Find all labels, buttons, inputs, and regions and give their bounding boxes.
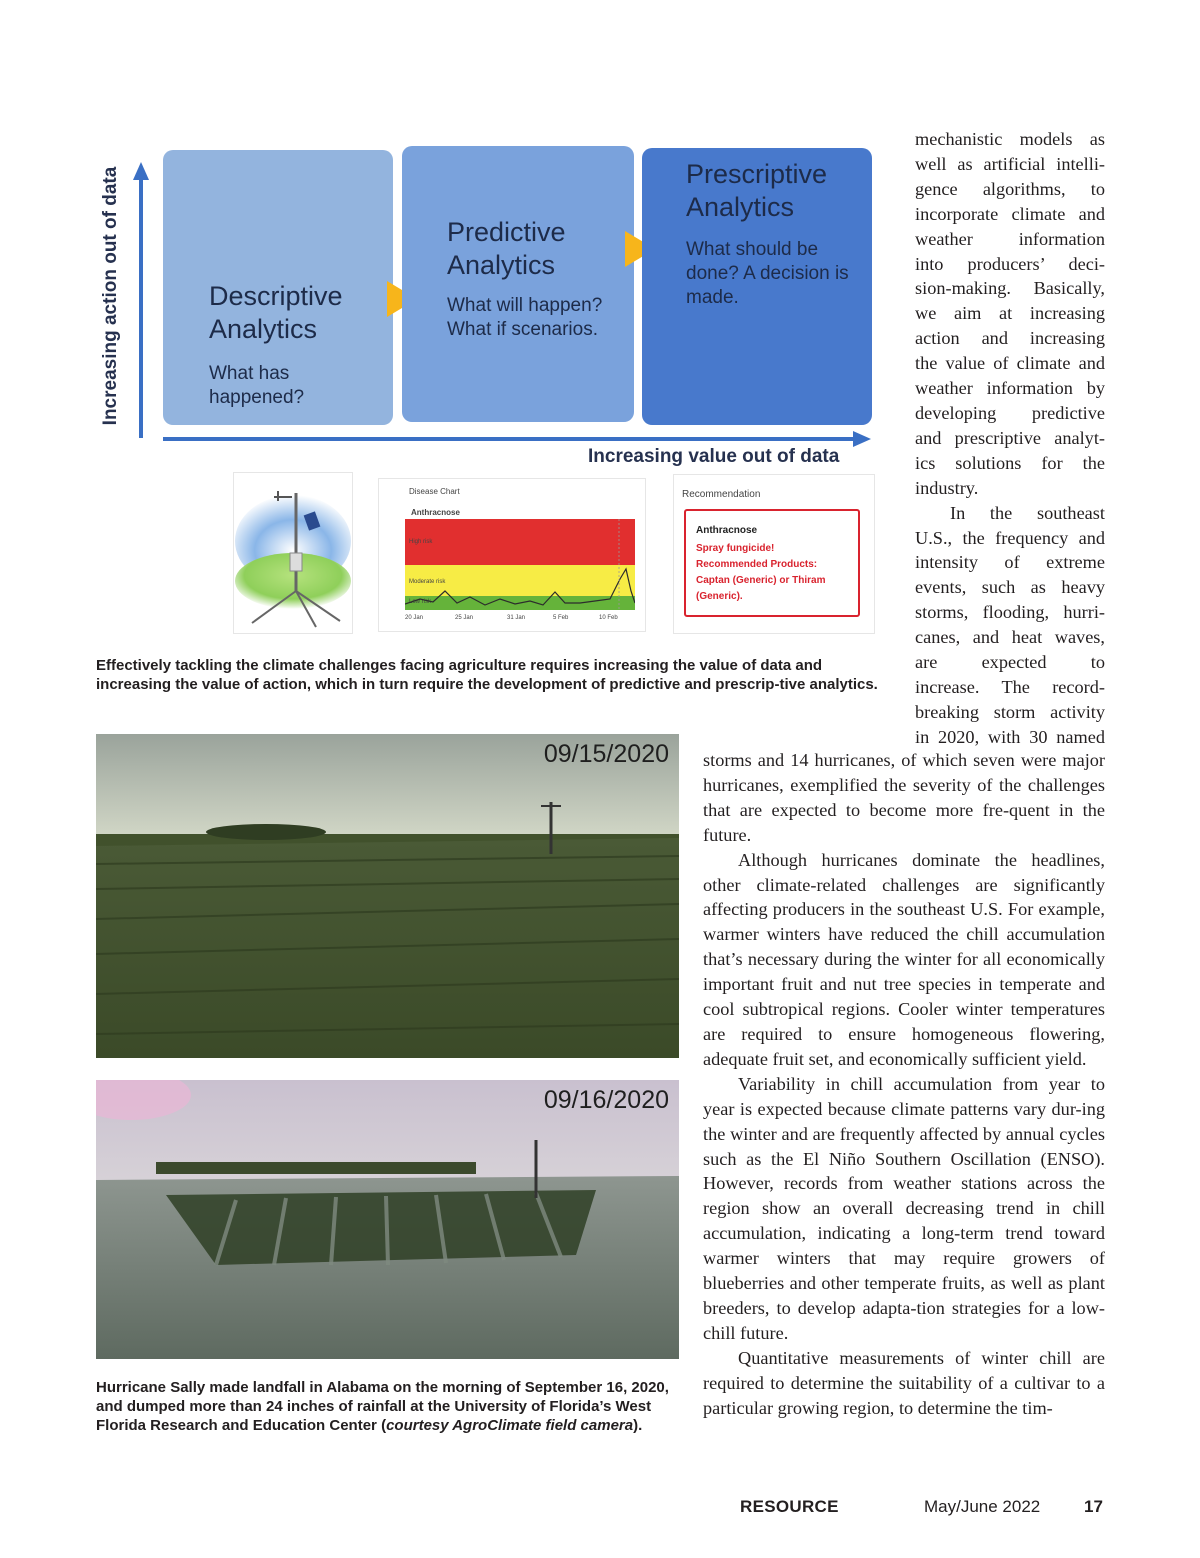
stage-title-line: Prescriptive — [686, 159, 828, 189]
x-tick: 25 Jan — [455, 615, 474, 621]
text-line: the value of climate and — [915, 353, 1105, 374]
photo-caption — [96, 1378, 686, 1435]
text-line: gence algorithms, to — [915, 178, 1105, 199]
text-line: mechanistic models as — [915, 129, 1105, 149]
disease-chart-panel — [378, 478, 646, 632]
x-tick: 10 Feb — [599, 615, 618, 621]
figure1-caption: Effectively tackling the climate challenges facing agriculture requires increasing the value of data and increasing the value of action, which in turn require the development of predictive and prescrip-tive analytics. — [96, 657, 878, 693]
weather-station-panel — [233, 472, 353, 634]
page-number: 17 — [1084, 1497, 1103, 1516]
stage-sub-line: happened? — [209, 387, 305, 408]
wide-text-column — [703, 748, 1105, 1420]
weather-station-icon — [234, 473, 352, 633]
paragraph: Although hurricanes dominate the headlines, other climate-related challenges are significantly affecting producers in the southeast U.S. For example, warmer winters have reduced the chill accumulation that’s necessary during the winter for all economically important fruit and nut tree species in temperate and cool subtropical regions. Cooler winter temperatures are required to ensure homogeneous flowering, adequate fruit set, and economically sufficient yield. — [703, 849, 1105, 1069]
disease-chart-header: Disease Chart — [409, 487, 460, 496]
stage-title-line: Analytics — [209, 314, 318, 344]
paragraph: Quantitative measurements of winter chill are required to determine the suitability of a cultivar to a particular growing region, to determine the tim- — [703, 1347, 1105, 1418]
x-tick: 20 Jan — [405, 615, 424, 621]
photo-caption-text: Hurricane Sally made landfall in Alabama on the morning of September 16, 2020, and dumped more than 24 inches of rainfall at the University of Florida’s West Florida Research and Education Center ( — [96, 1379, 669, 1434]
predictive-analytics-box — [402, 146, 634, 422]
text-line: sion-making. Basically, — [915, 278, 1105, 299]
recommendation-box — [684, 509, 860, 617]
analytics-figure — [95, 140, 885, 640]
recommendation-disease: Anthracnose — [696, 525, 758, 536]
disease-chart-title: Anthracnose — [411, 508, 460, 517]
recommendation-line: Recommended Products: — [696, 559, 818, 570]
text-line: action and increasing — [915, 328, 1105, 349]
stage-sub-line: What has — [209, 363, 290, 384]
field-photo-before — [96, 734, 679, 1058]
text-line: increase. The record- — [915, 676, 1105, 697]
text-line: into producers’ deci- — [915, 253, 1105, 274]
text-line: well as artificial intelli- — [915, 153, 1105, 174]
text-line: In the southeast — [950, 502, 1105, 523]
risk-curve — [405, 519, 635, 611]
x-axis-label: Increasing value out of data — [588, 446, 840, 467]
stage-title-line: Descriptive — [209, 281, 343, 311]
x-tick: 31 Jan — [507, 615, 526, 621]
stage-sub-line: What will happen? — [447, 295, 603, 316]
stage-title-line: Analytics — [686, 192, 795, 222]
narrow-text-column — [915, 127, 1105, 750]
recommendation-line: Captan (Generic) or Thiram — [696, 575, 826, 586]
text-line: we aim at increasing — [915, 303, 1105, 324]
prescriptive-analytics-box — [642, 148, 872, 425]
zone-label: Low risk — [409, 599, 432, 605]
x-tick: 5 Feb — [553, 615, 569, 621]
photo-date-stamp: 09/15/2020 — [543, 740, 669, 768]
text-line: events, such as heavy — [915, 577, 1105, 598]
magazine-name: RESOURCE — [740, 1497, 839, 1516]
text-line: incorporate climate and — [915, 203, 1105, 224]
recommendation-header: Recommendation — [682, 489, 761, 500]
photo-caption-end: ). — [633, 1417, 643, 1434]
field-after-image — [96, 1080, 679, 1359]
zone-label: Moderate risk — [409, 579, 446, 585]
photo-date-stamp: 09/16/2020 — [543, 1086, 669, 1114]
text-line: weather information by — [915, 378, 1105, 399]
y-axis-label: Increasing action out of data — [100, 166, 121, 426]
recommendation-line: Spray fungicide! — [696, 543, 775, 554]
text-line: canes, and heat waves, — [915, 627, 1105, 648]
text-line: intensity of extreme — [915, 552, 1105, 573]
stage-sub-line: What if scenarios. — [447, 319, 598, 340]
paragraph: storms and 14 hurricanes, of which seven were major hurricanes, exemplified the severity of the challenges that are expected to become more fre-quent in the future. — [703, 750, 1105, 845]
text-line: and prescriptive analyt- — [915, 427, 1105, 448]
text-line: are expected to — [915, 652, 1105, 673]
stage-sub-line: done? A decision is — [686, 263, 849, 284]
text-line: weather information — [915, 228, 1105, 249]
zone-label: High risk — [409, 539, 433, 545]
stage-title-line: Analytics — [447, 250, 556, 280]
photo-credit: courtesy AgroClimate field camera — [386, 1417, 634, 1434]
field-photo-after — [96, 1080, 679, 1359]
issue-date: May/June 2022 — [924, 1497, 1041, 1516]
stage-sub-line: made. — [686, 287, 739, 308]
text-line: storms, flooding, hurri- — [915, 602, 1105, 623]
descriptive-analytics-box — [163, 150, 393, 425]
stage-sub-line: What should be — [686, 239, 819, 260]
text-line: industry. — [915, 477, 979, 498]
text-line: U.S., the frequency and — [915, 527, 1105, 548]
recommendation-panel — [673, 474, 875, 634]
field-before-image — [96, 734, 679, 1058]
text-line: in 2020, with 30 named — [915, 726, 1105, 747]
text-line: ics solutions for the — [915, 452, 1105, 473]
recommendation-line: (Generic). — [696, 591, 743, 602]
stage-title-line: Predictive — [447, 217, 566, 247]
paragraph: Variability in chill accumulation from year to year is expected because climate patterns vary dur-ing the winter and are frequently affected by annual cycles such as the El Niño Southern Oscillation (ENSO). However, records from weather stations across the region show an overall decreasing trend in chill accumulation, indicating a long-term trend toward warmer winters that may require growers of blueberries and other temperate fruits, as well as plant breeders, to develop adapta-tion strategies for a low-chill future. — [703, 1073, 1105, 1343]
text-line: developing predictive — [915, 402, 1105, 423]
text-line: breaking storm activity — [915, 701, 1105, 722]
